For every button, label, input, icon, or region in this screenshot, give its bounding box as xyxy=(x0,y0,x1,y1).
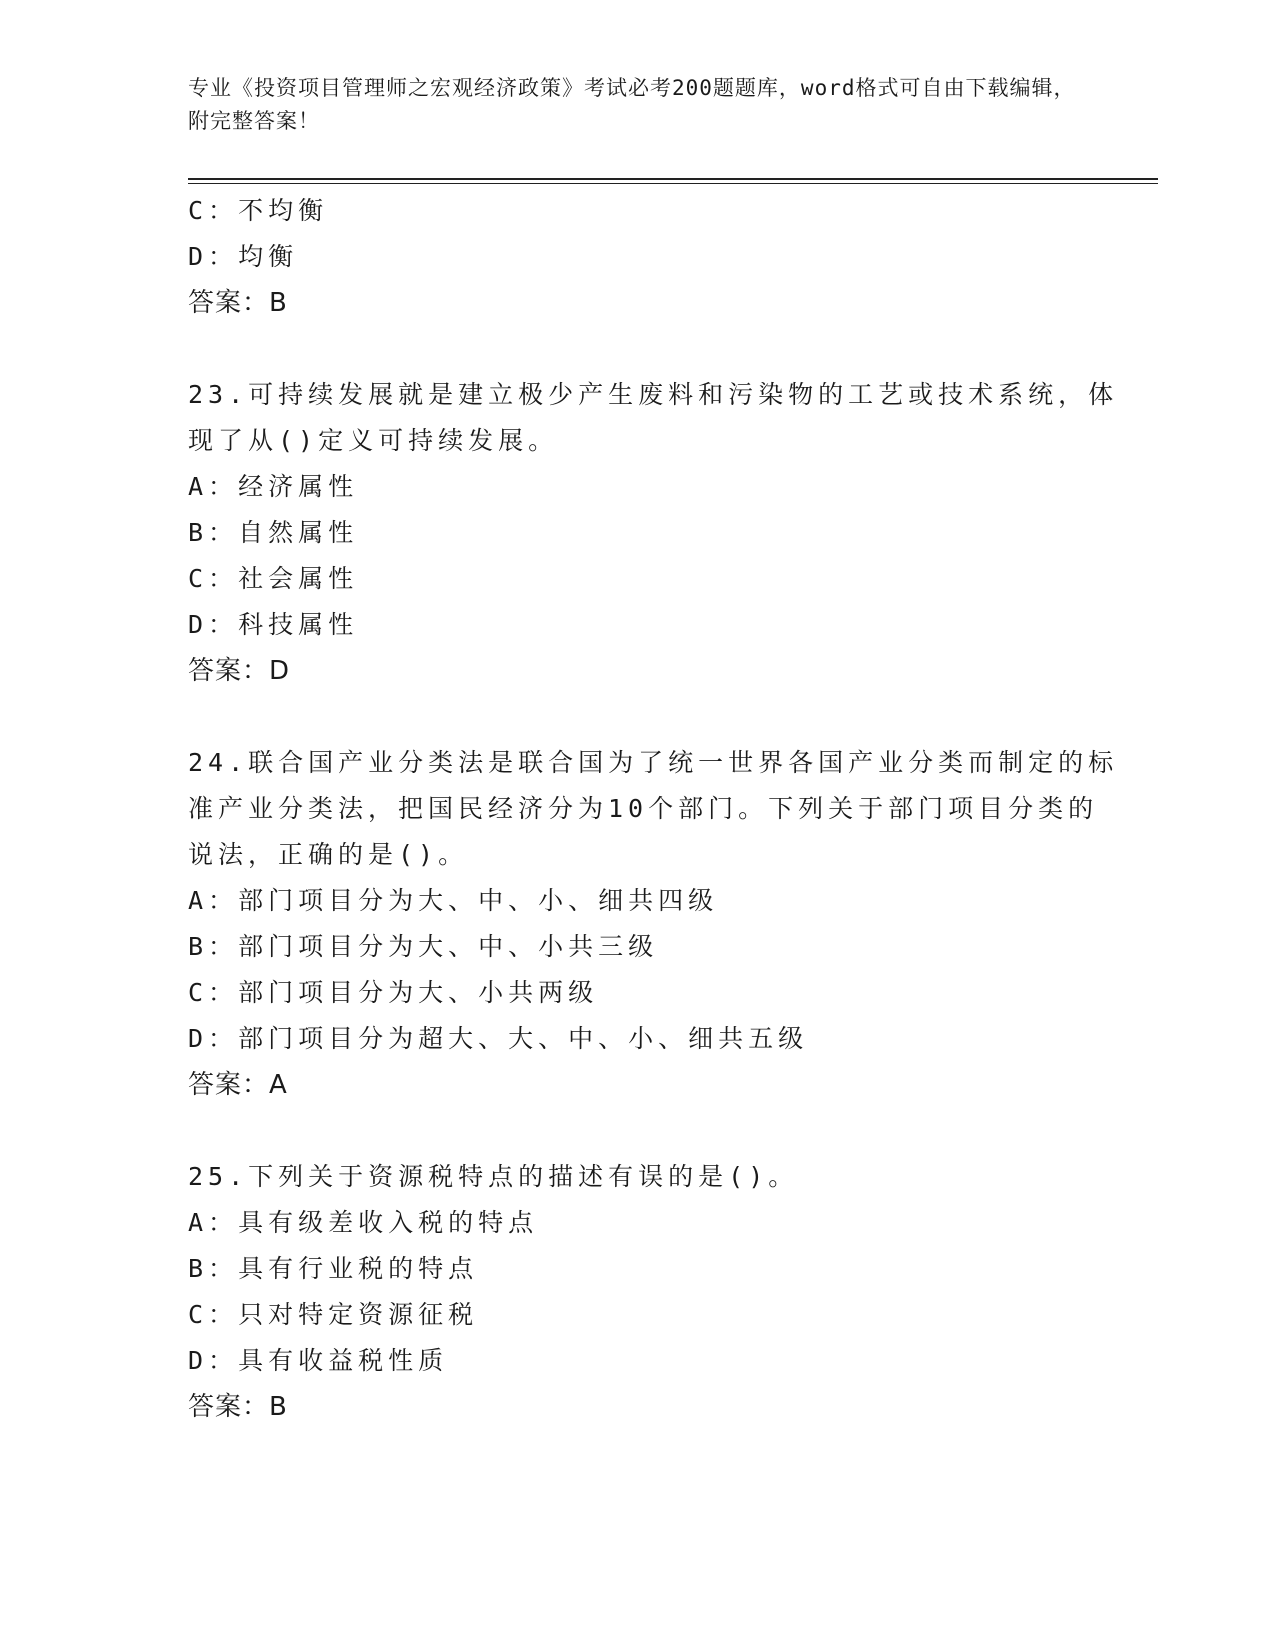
option-line xyxy=(188,602,1088,648)
answer-line: 答案：B xyxy=(188,288,288,318)
option-line xyxy=(188,464,1088,510)
answer-line: 答案：D xyxy=(188,656,291,686)
question-23 xyxy=(188,372,1119,694)
question-25 xyxy=(188,1154,1088,1430)
option-text: 具有行业税的特点 xyxy=(238,1254,479,1283)
question-stem: 准产业分类法，把国民经济分为10个部门。下列关于部门项目分类的 xyxy=(188,794,1099,823)
option-line xyxy=(188,970,1088,1016)
option-line xyxy=(188,188,1088,234)
question-24 xyxy=(188,740,1119,1108)
question-stem: 25.下列关于资源税特点的描述有误的是()。 xyxy=(188,1162,799,1191)
option-text: 部门项目分为大、中、小、细共四级 xyxy=(238,886,719,915)
option-label: A： xyxy=(188,472,239,501)
option-text: 均衡 xyxy=(238,242,299,271)
option-text: 部门项目分为大、中、小共三级 xyxy=(238,932,659,961)
option-text: 经济属性 xyxy=(238,472,359,501)
question-stem: 23.可持续发展就是建立极少产生废料和污染物的工艺或技术系统，体 xyxy=(188,380,1119,409)
option-label: A： xyxy=(188,1208,239,1237)
option-text: 自然属性 xyxy=(238,518,359,547)
option-label: C： xyxy=(188,564,239,593)
option-label: B： xyxy=(188,1254,239,1283)
option-text: 只对特定资源征税 xyxy=(238,1300,479,1329)
option-label: D： xyxy=(188,610,239,639)
option-label: C： xyxy=(188,1300,239,1329)
option-text: 具有级差收入税的特点 xyxy=(238,1208,539,1237)
option-text: 社会属性 xyxy=(238,564,359,593)
question-stem: 24.联合国产业分类法是联合国为了统一世界各国产业分类而制定的标 xyxy=(188,748,1119,777)
option-text: 不均衡 xyxy=(238,196,329,225)
option-text: 部门项目分为大、小共两级 xyxy=(238,978,599,1007)
option-label: D： xyxy=(188,242,239,271)
option-label: B： xyxy=(188,518,239,547)
option-line xyxy=(188,1338,1088,1384)
option-text: 部门项目分为超大、大、中、小、细共五级 xyxy=(238,1024,809,1053)
option-text: 具有收益税性质 xyxy=(238,1346,449,1375)
question-stem: 说法，正确的是()。 xyxy=(188,840,469,869)
option-line xyxy=(188,510,1088,556)
header-rule-thick xyxy=(188,178,1158,180)
option-line xyxy=(188,924,1088,970)
header-rule-thin xyxy=(188,183,1158,184)
option-label: C： xyxy=(188,978,239,1007)
option-label: C： xyxy=(188,196,239,225)
option-line xyxy=(188,878,1088,924)
option-text: 科技属性 xyxy=(238,610,359,639)
option-line xyxy=(188,1200,1088,1246)
answer-line: 答案：A xyxy=(188,1070,288,1100)
option-label: D： xyxy=(188,1024,239,1053)
question-content xyxy=(188,188,1119,1430)
option-line xyxy=(188,1016,1088,1062)
option-label: B： xyxy=(188,932,239,961)
option-line xyxy=(188,1246,1088,1292)
answer-line: 答案：B xyxy=(188,1392,288,1422)
question-stem: 现了从()定义可持续发展。 xyxy=(188,426,559,455)
option-line xyxy=(188,234,1088,280)
document-header: 专业《投资项目管理师之宏观经济政策》考试必考200题题库，word格式可自由下载编辑，附完整答案！ xyxy=(188,76,1076,133)
option-label: D： xyxy=(188,1346,239,1375)
option-line xyxy=(188,556,1088,602)
option-line xyxy=(188,1292,1088,1338)
option-label: A： xyxy=(188,886,239,915)
